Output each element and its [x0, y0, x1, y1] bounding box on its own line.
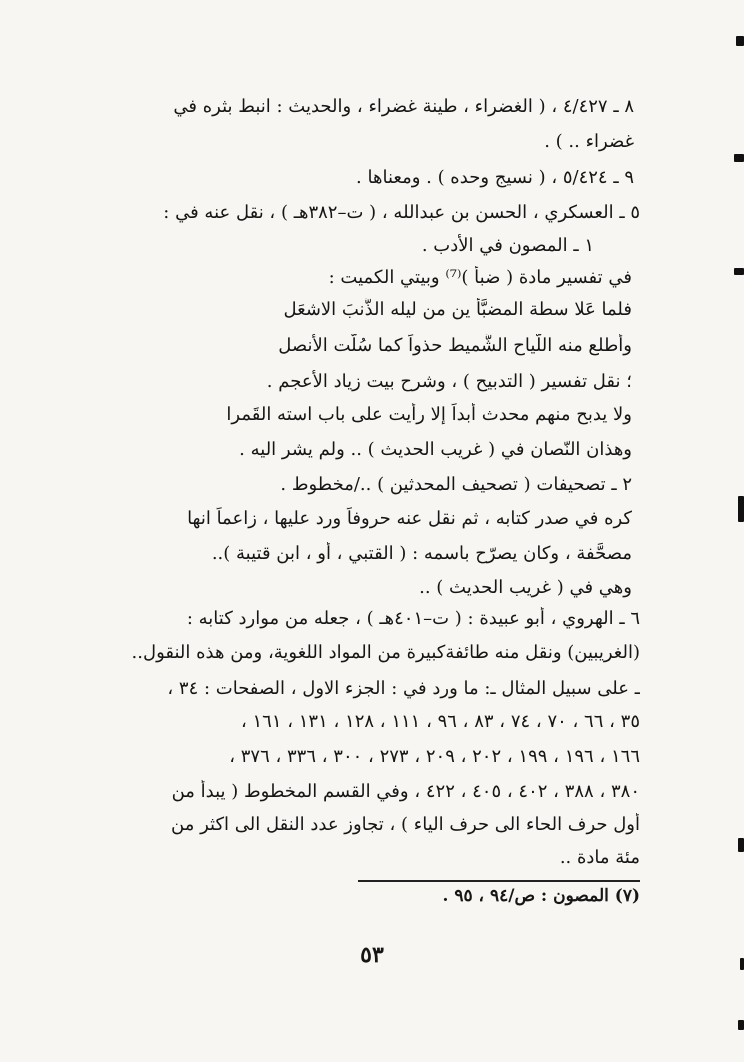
text-line: مئة مادة .. — [559, 847, 640, 868]
footnote-divider — [358, 880, 640, 882]
page-edge-mark — [734, 268, 744, 275]
text-line: (الغريبين) ونقل منه طائفةكبيرة من المواد اللغوية، ومن هذه النقول.. — [131, 642, 640, 663]
text-line: ١ ـ المصون في الأدب . — [421, 235, 594, 256]
verse-line: فلما عَلا سطة المضبَّأ ين من ليله الذَّنبَ الاشعَل — [283, 299, 632, 320]
text-line: في تفسير مادة ( ضبأ )⁽⁷⁾ وبيتي الكميت : — [328, 267, 632, 288]
page-edge-mark — [736, 36, 744, 46]
text-line: ٩ ـ ٥/٤٢٤ ، ( نسيج وحده ) . ومعناها . — [356, 167, 634, 188]
footnote: (٧) المصون : ص/٩٤ ، ٩٥ . — [442, 886, 640, 906]
text-line: كره في صدر كتابه ، ثم نقل عنه حروفاً ورد عليها ، زاعماً انها — [187, 508, 632, 529]
text-line: ٣٨٠ ، ٣٨٨ ، ٤٠٢ ، ٤٠٥ ، ٤٢٢ ، وفي القسم المخطوط ( يبدأ من — [171, 781, 640, 802]
text-line: ٢ ـ تصحيفات ( تصحيف المحدثين ) ../مخطوط . — [280, 474, 632, 495]
text-line: ١٦٦ ، ١٩٦ ، ١٩٩ ، ٢٠٢ ، ٢٠٩ ، ٢٧٣ ، ٣٠٠ ، ٣٣٦ ، ٣٧٦ ، — [229, 746, 640, 767]
verse-line: وأَطلع منه اللّياح الشَّميط حذواً كما سُلَّت الأنصل — [278, 335, 632, 356]
text-line: وهذان النّصان في ( غريب الحديث ) .. ولم يشر اليه . — [239, 439, 632, 460]
text-line: وهي في ( غريب الحديث ) .. — [419, 577, 632, 598]
page-edge-mark — [740, 958, 744, 970]
page-edge-mark — [738, 496, 744, 522]
text-line: مصحَّفة ، وكان يصرّح باسمه : ( القتبي ، أو ، ابن قتيبة ).. — [211, 543, 632, 564]
text-line: ٥ ـ العسكري ، الحسن بن عبدالله ، ( ت–٣٨٢هـ ) ، نقل عنه في : — [163, 202, 640, 223]
text-line: ؛ نقل تفسير ( التدبيح ) ، وشرح بيت زياد الأعجم . — [266, 371, 632, 392]
text-line: أول حرف الحاء الى حرف الياء ) ، تجاوز عدد النقل الى اكثر من — [171, 814, 640, 835]
page-edge-mark — [738, 1020, 744, 1030]
page-edge-mark — [734, 154, 744, 162]
page-edge-mark — [738, 838, 744, 852]
text-line: ٨ ـ ٤/٤٢٧ ، ( الغضراء ، طينة غضراء ، والحديث : انبط بثره في — [173, 96, 634, 117]
text-line: ٣٥ ، ٦٦ ، ٧٠ ، ٧٤ ، ٨٣ ، ٩٦ ، ١١١ ، ١٢٨ ، ١٣١ ، ١٦١ ، — [240, 711, 640, 732]
verse-line: ولا يدبح منهم محدث أبداً إلا رأيت على باب استه القَمرا — [226, 404, 632, 425]
text-line: ـ على سبيل المثال ـ: ما ورد في : الجزء الاول ، الصفحات : ٣٤ ، — [167, 678, 640, 699]
text-line: ٦ ـ الهروي ، أبو عبيدة : ( ت–٤٠١هـ ) ، جعله من موارد كتابه : — [186, 608, 640, 629]
text-line: غضراء .. ) . — [544, 131, 634, 152]
page-number: ٥٣ — [360, 942, 384, 968]
